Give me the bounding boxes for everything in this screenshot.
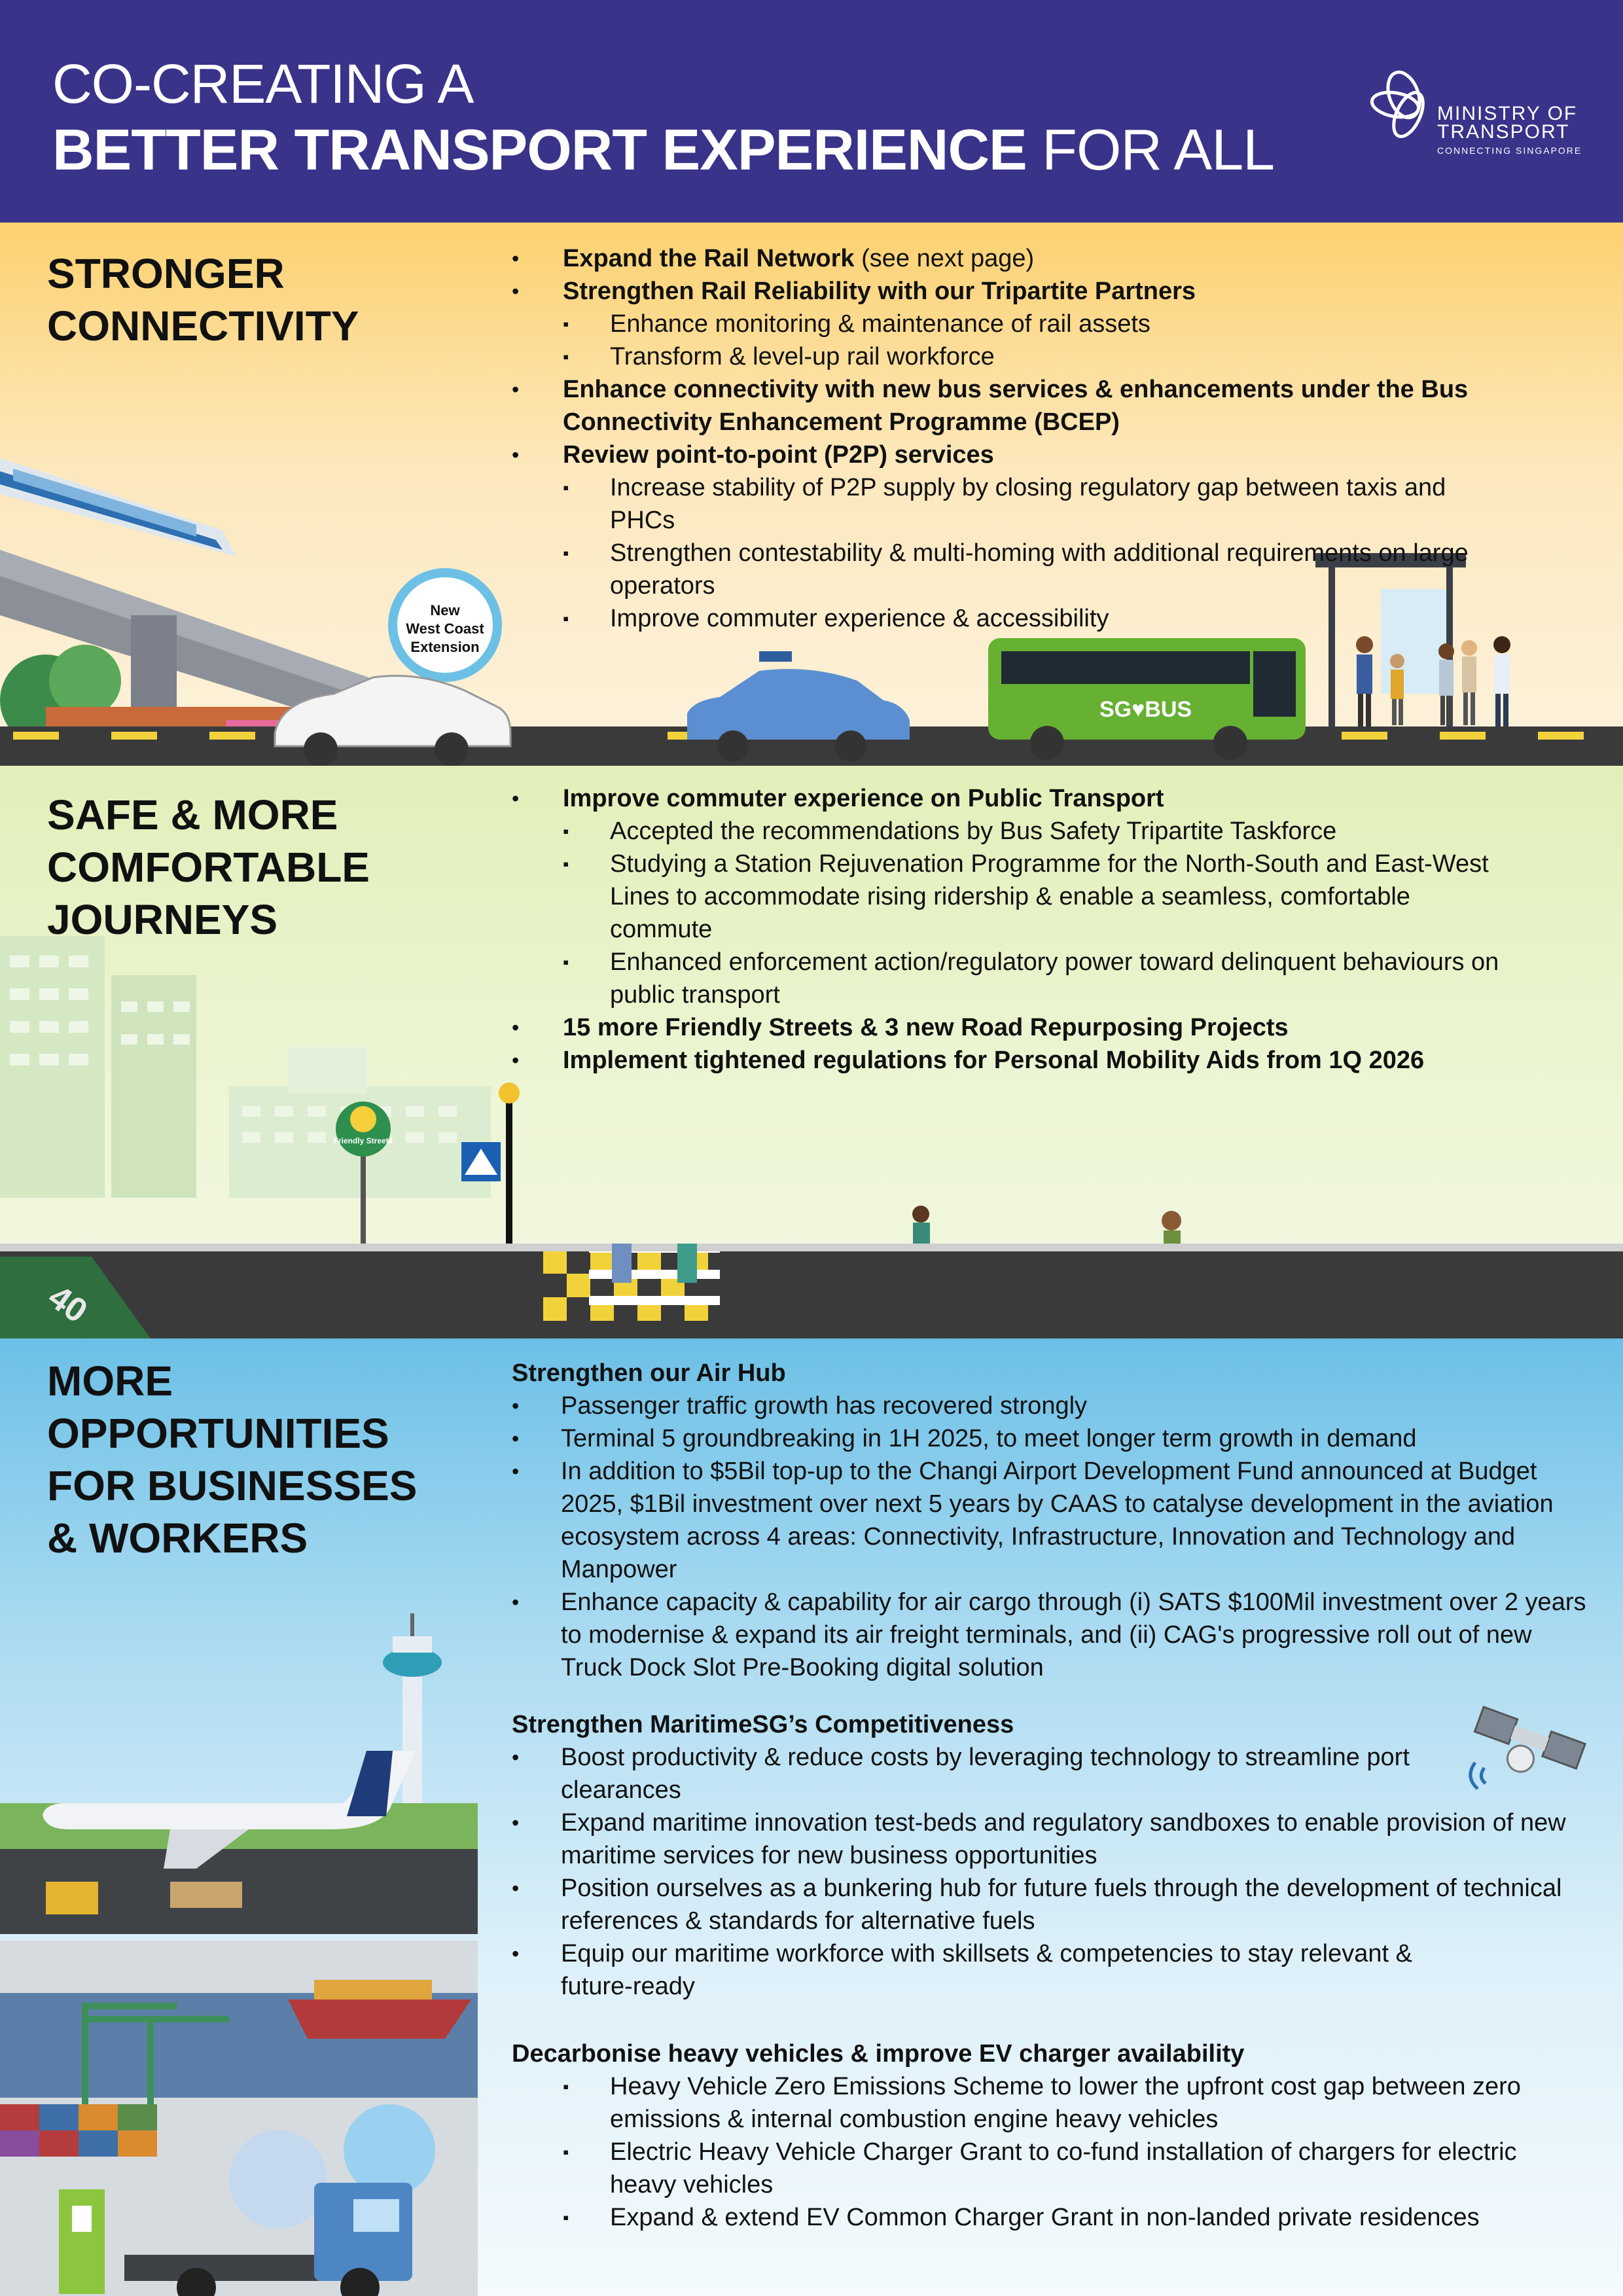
- list-item: • Expand the Rail Network (see next page): [512, 242, 1598, 275]
- list-item: • Boost productivity & reduce costs by leveraging technology to streamline port clearances: [512, 1741, 1451, 1806]
- svg-text:Friendly Streets: Friendly Streets: [333, 1136, 393, 1145]
- list-item: • Expand maritime innovation test-beds and regulatory sandboxes to enable provision of new maritime services for new business opportunities: [512, 1806, 1598, 1872]
- list-item: • Implement tightened regulations for Personal Mobility Aids from 1Q 2026: [512, 1044, 1598, 1077]
- svg-text:40: 40: [41, 1278, 94, 1331]
- maritime-heading: Strengthen MaritimeSG’s Competitiveness: [512, 1711, 1014, 1738]
- section3-title: MORE OPPORTUNITIES FOR BUSINESSES & WORKERS: [47, 1357, 418, 1562]
- section1-title: STRONGER CONNECTIVITY: [47, 250, 359, 350]
- cargo-ship: [288, 2000, 471, 2039]
- title-line-2: BETTER TRANSPORT EXPERIENCE FOR ALL: [52, 117, 1275, 182]
- badge-text-2: West Coast: [406, 620, 484, 637]
- section2-list: [512, 782, 1598, 1077]
- list-item: • Improve commuter experience on Public Transport: [512, 782, 1598, 815]
- list-item: • Position ourselves as a bunkering hub for future fuels through the development of technical references & standards for alternative fuels: [512, 1872, 1598, 1937]
- cargo-loader: [46, 1882, 98, 1914]
- luggage-cart: [170, 1882, 242, 1908]
- section-stronger-connectivity: [0, 223, 1623, 766]
- title-line-1: CO-CREATING A: [52, 53, 474, 115]
- air-hub-heading: Strengthen our Air Hub: [512, 1359, 786, 1387]
- list-subitem: ▪ Expand & extend EV Common Charger Grant in non-landed private residences: [512, 2201, 1598, 2234]
- list-subitem: ▪ Enhanced enforcement action/regulatory power toward delinquent behaviours on public transport: [512, 946, 1552, 1011]
- section1-list: [512, 242, 1598, 635]
- parent-with-stroller: [677, 1244, 697, 1283]
- air-hub-list: [512, 1390, 1598, 1684]
- air-maritime-illustration: [0, 1594, 478, 2296]
- list-item: • Terminal 5 groundbreaking in 1H 2025, to meet longer term growth in demand: [512, 1422, 1598, 1455]
- list-item: • Passenger traffic growth has recovered strongly: [512, 1390, 1598, 1422]
- list-item: • Strengthen Rail Reliability with our Tripartite Partners: [512, 275, 1598, 308]
- list-subitem: ▪ Transform & level-up rail workforce: [512, 340, 1598, 373]
- badge-text-3: Extension: [410, 639, 480, 655]
- maritime-list: [512, 1741, 1598, 2003]
- bus-logo-text: SG♥BUS: [1099, 697, 1192, 722]
- list-item: • Equip our maritime workforce with skillsets & competencies to stay relevant & future-ready: [512, 1937, 1477, 2003]
- list-subitem: ▪ Strengthen contestability & multi-homing with additional requirements on large operators: [512, 537, 1500, 602]
- list-subitem: ▪ Increase stability of P2P supply by closing regulatory gap between taxis and PHCs: [512, 471, 1500, 537]
- elderly-pedestrian: [612, 1244, 632, 1283]
- ev-heading: Decarbonise heavy vehicles & improve EV charger availability: [512, 2040, 1245, 2068]
- list-item: • In addition to $5Bil top-up to the Changi Airport Development Fund announced at Budget 2025, $1Bil investment over next 5 years by CAAS to catalyse development in the aviation ecosystem across 4 areas: Connectivity, Infrastructure, Innovation and Technology and Manpower: [512, 1455, 1598, 1586]
- list-subitem: ▪ Accepted the recommendations by Bus Safety Tripartite Taskforce: [512, 815, 1598, 848]
- logistics-worker-portrait: [344, 2104, 435, 2196]
- list-subitem: ▪ Heavy Vehicle Zero Emissions Scheme to lower the upfront cost gap between zero emissions & internal combustion engine heavy vehicles: [512, 2070, 1526, 2136]
- list-item: • Review point-to-point (P2P) services: [512, 439, 1598, 471]
- list-subitem: ▪ Enhance monitoring & maintenance of rail assets: [512, 308, 1598, 340]
- ev-charger: [59, 2189, 105, 2294]
- badge-text-1: New: [430, 602, 460, 619]
- header-banner: [0, 0, 1623, 223]
- blue-taxi: [687, 669, 910, 740]
- crossing-road-illustration: [0, 1244, 1623, 1338]
- list-subitem: ▪ Improve commuter experience & accessibility: [512, 602, 1598, 635]
- ev-list: [512, 2070, 1598, 2234]
- shipping-containers: [0, 2104, 157, 2157]
- list-item: • Enhance connectivity with new bus services & enhancements under the Bus Connectivity Enhancement Programme (BCEP): [512, 373, 1531, 439]
- section-more-opportunities: [0, 1338, 1623, 2296]
- section2-title: SAFE & MORE COMFORTABLE JOURNEYS: [47, 791, 370, 943]
- list-subitem: ▪ Electric Heavy Vehicle Charger Grant to co-fund installation of chargers for electric heavy vehicles: [512, 2136, 1526, 2201]
- list-item: • 15 more Friendly Streets & 3 new Road Repurposing Projects: [512, 1011, 1598, 1044]
- main-road: [0, 1244, 1623, 1338]
- maritime-worker-portrait: [229, 2130, 327, 2229]
- electric-truck: [124, 2255, 340, 2281]
- mot-logo-text: MINISTRY OF TRANSPORT CONNECTING SINGAPORE: [1437, 103, 1582, 156]
- list-item: • Enhance capacity & capability for air cargo through (i) SATS $100Mil investment over 2 years to modernise & expand its air freight terminals, and (ii) CAG's progressive roll out of new Truck Dock Slot Pre-Booking digital solution: [512, 1586, 1598, 1684]
- list-subitem: ▪ Studying a Station Rejuvenation Programme for the North-South and East-West Lines to accommodate rising ridership & enable a seamless, comfortable commute: [512, 848, 1513, 946]
- mot-logo-icon: [1368, 65, 1440, 151]
